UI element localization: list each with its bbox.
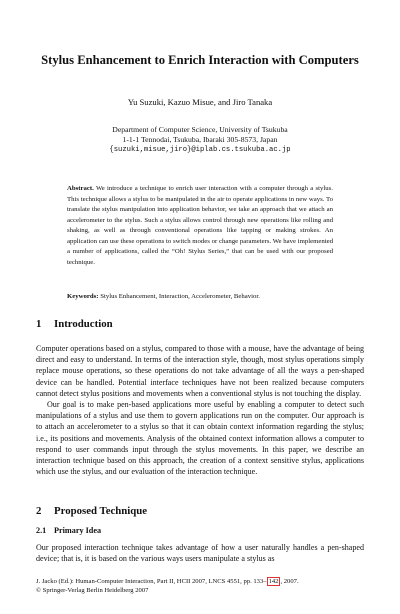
abstract	[67, 184, 333, 268]
paragraph: Our goal is to make pen-based applications more useful by enabling a computer to detect such manipulations of a stylus and use them to govern applications run on the computer. Our approach is to attach an accelerometer to a stylus so that it can obtain context information regarding the stylus; i.e., its positions and movements. Analysis of the obtained context information allows a computer to respond to user commands input through the stylus movements. In this paper, we describe an interaction technique based on this approach, the creation of a context sensitive stylus, applications which use the stylus, and our evaluation of the interaction technique.	[36, 400, 364, 477]
keywords-text: Stylus Enhancement, Interaction, Accelerometer, Behavior.	[100, 293, 260, 300]
section-title: Introduction	[54, 318, 113, 330]
section-number: 1	[36, 318, 42, 330]
affiliation-block	[30, 125, 370, 155]
page-number-link[interactable]: 142	[268, 578, 279, 585]
affiliation-emails: {suzuki,misue,jiro}@iplab.cs.tsukuba.ac.jp	[109, 146, 291, 154]
paragraph: Computer operations based on a stylus, compared to those with a mouse, have the advantage of being direct and easy to understand. In terms of the interaction style, though, most stylus operations simply replace mouse operations, so these operations do not take advantage of all the ways a pen-shaped device can be handled. Potential interface techniques have not been realized because computers cannot detect stylus positions and movements when a conventional stylus is not touching the display.	[36, 344, 364, 398]
citation-line	[36, 577, 366, 586]
citation-prefix: J. Jacko (Ed.): Human-Computer Interaction, Part II, HCII 2007, LNCS 4551, pp. 133–	[36, 578, 267, 585]
affiliation-department: Department of Computer Science, University of Tsukuba	[112, 125, 288, 134]
affiliation-address: 1-1-1 Tennodai, Tsukuba, Ibaraki 305-8573, Japan	[122, 135, 278, 144]
introduction-body	[36, 343, 364, 477]
abstract-label: Abstract.	[67, 185, 94, 192]
section-heading-introduction	[36, 318, 113, 330]
section-heading-proposed-technique	[36, 505, 147, 517]
primary-idea-body	[36, 542, 364, 564]
subsection-heading-primary-idea	[36, 526, 101, 535]
section-number: 2	[36, 505, 42, 517]
copyright-line: © Springer-Verlag Berlin Heidelberg 2007	[36, 587, 149, 595]
section-title: Proposed Technique	[54, 505, 148, 517]
citation-suffix: , 2007.	[280, 578, 299, 585]
abstract-text: We introduce a technique to enrich user interaction with a computer through a stylus. This technique allows a stylus to be manipulated in the air to operate applications in new ways. To translate the stylus manipulation into application behavior, we take an approach that we attach an accelerometer to the stylus. Such a stylus allows control through new operations like rolling and shaking, as well as through conventional operations like tapping or making strokes. An application can use these operations to switch modes or change parameters. We have implemented a number of applications, called the “Oh! Stylus Series,” that can be used with our proposed technique.	[67, 185, 333, 266]
subsection-number: 2.1	[36, 526, 47, 535]
keywords	[67, 292, 333, 301]
paper-title: Stylus Enhancement to Enrich Interaction with Computers	[41, 53, 359, 67]
paragraph: Our proposed interaction technique takes advantage of how a user naturally handles a pen-shaped device; that is, it is based on the various ways users manipulate a stylus as	[36, 543, 364, 564]
author-list: Yu Suzuki, Kazuo Misue, and Jiro Tanaka	[127, 97, 273, 107]
subsection-title: Primary Idea	[54, 526, 102, 535]
page-footer	[36, 577, 366, 596]
keywords-label: Keywords:	[67, 293, 99, 300]
